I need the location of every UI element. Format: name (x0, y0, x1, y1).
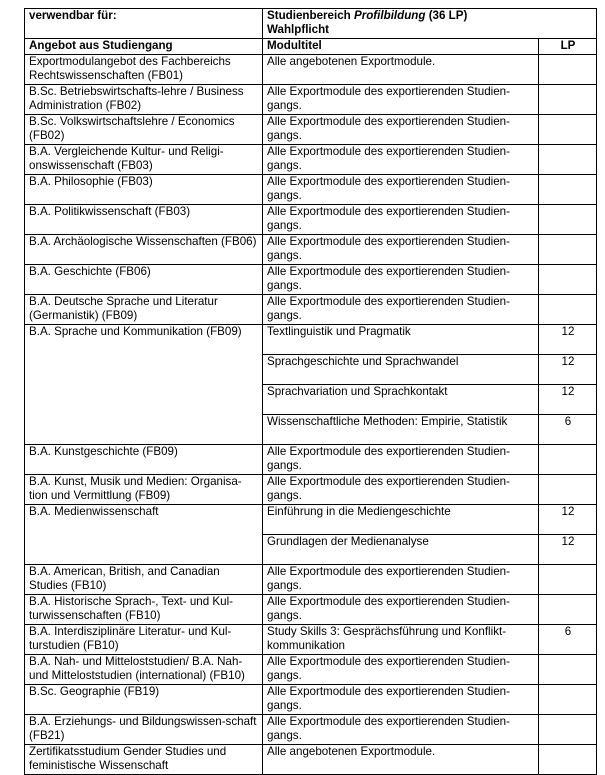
table-row (25, 205, 597, 235)
lp-cell (539, 295, 597, 325)
lp-cell (539, 145, 597, 175)
offer-cell: B.A. Historische Sprach-, Text- und Kul-turwissenschaften (FB10) (25, 595, 263, 625)
module-title-cell: Alle Exportmodule des exportierenden Studien-gangs. (263, 475, 539, 505)
offer-cell: B.A. Deutsche Sprache und Literatur (Germanistik) (FB09) (25, 295, 263, 325)
lp-cell (539, 175, 597, 205)
module-title-cell: Alle Exportmodule des exportierenden Studien-gangs. (263, 205, 539, 235)
lp-cell (539, 205, 597, 235)
lp-cell: 6 (539, 415, 597, 445)
table-row (25, 325, 597, 355)
profile-emphasis: Profilbildung (353, 9, 426, 22)
module-title-cell: Alle Exportmodule des exportierenden Studien-gangs. (263, 445, 539, 475)
lp-cell: 12 (539, 535, 597, 565)
offer-cell: B.A. American, British, and Canadian Studies (FB10) (25, 565, 263, 595)
column-header-module: Modultitel (263, 39, 539, 55)
lp-cell: 12 (539, 505, 597, 535)
module-title-cell: Wissenschaftliche Methoden: Empirie, Statistik (263, 415, 539, 445)
module-title-cell: Alle Exportmodule des exportierenden Studien-gangs. (263, 265, 539, 295)
offer-cell: Exportmodulangebot des Fachbereichs Rechtswissenschaften (FB01) (25, 55, 263, 85)
module-title-cell: Alle Exportmodule des exportierenden Studien-gangs. (263, 685, 539, 715)
offer-cell: B.A. Interdisziplinäre Literatur- und Kul-turstudien (FB10) (25, 625, 263, 655)
table-row (25, 55, 597, 85)
module-title-cell: Alle Exportmodule des exportierenden Studien-gangs. (263, 145, 539, 175)
lp-cell (539, 55, 597, 85)
lp-cell (539, 445, 597, 475)
lp-cell (539, 685, 597, 715)
table-row (25, 505, 597, 535)
offer-cell: B.A. Geschichte (FB06) (25, 265, 263, 295)
offer-cell: B.Sc. Geographie (FB19) (25, 685, 263, 715)
offer-cell: B.Sc. Volkswirtschaftslehre / Economics (FB02) (25, 115, 263, 145)
table-row (25, 85, 597, 115)
lp-cell: 6 (539, 625, 597, 655)
study-area-subtitle: Wahlpflicht (267, 23, 330, 36)
table-row (25, 565, 597, 595)
table-row (25, 625, 597, 655)
table-row (25, 175, 597, 205)
table-row (25, 235, 597, 265)
table-row (25, 145, 597, 175)
usable-for-label: verwendbar für: (25, 9, 263, 39)
module-table (24, 8, 597, 775)
module-title-cell: Alle Exportmodule des exportierenden Studien-gangs. (263, 295, 539, 325)
offer-cell: B.Sc. Betriebswirtschafts-lehre / Business Administration (FB02) (25, 85, 263, 115)
module-title-cell: Alle Exportmodule des exportierenden Studien-gangs. (263, 655, 539, 685)
lp-cell (539, 115, 597, 145)
offer-cell: B.A. Sprache und Kommunikation (FB09) (25, 325, 263, 445)
module-title-cell: Alle Exportmodule des exportierenden Studien-gangs. (263, 175, 539, 205)
module-title-cell: Alle Exportmodule des exportierenden Studien-gangs. (263, 595, 539, 625)
module-title-cell: Alle Exportmodule des exportierenden Studien-gangs. (263, 235, 539, 265)
lp-cell (539, 475, 597, 505)
lp-cell (539, 565, 597, 595)
module-title-cell: Alle Exportmodule des exportierenden Studien-gangs. (263, 565, 539, 595)
offer-cell: B.A. Kunstgeschichte (FB09) (25, 445, 263, 475)
lp-cell (539, 595, 597, 625)
column-header-lp: LP (539, 39, 597, 55)
offer-cell: B.A. Vergleichende Kultur- und Religi-onswissenschaft (FB03) (25, 145, 263, 175)
offer-cell: B.A. Philosophie (FB03) (25, 175, 263, 205)
lp-cell: 12 (539, 325, 597, 355)
table-row (25, 745, 597, 775)
lp-cell (539, 265, 597, 295)
table-row (25, 655, 597, 685)
module-title-cell: Einführung in die Mediengeschichte (263, 505, 539, 535)
study-area-title: Studienbereich Profilbildung (36 LP) Wahlpflicht (263, 9, 597, 39)
table-row (25, 475, 597, 505)
module-title-cell: Alle angebotenen Exportmodule. (263, 745, 539, 775)
lp-cell (539, 715, 597, 745)
table-title-row (25, 9, 597, 39)
module-title-cell: Alle angebotenen Exportmodule. (263, 55, 539, 85)
module-title-cell: Study Skills 3: Gesprächsführung und Konflikt-kommunikation (263, 625, 539, 655)
column-header-offer: Angebot aus Studiengang (25, 39, 263, 55)
table-row (25, 115, 597, 145)
table-row (25, 715, 597, 745)
lp-cell (539, 655, 597, 685)
lp-cell (539, 85, 597, 115)
table-row (25, 595, 597, 625)
module-title-cell: Sprachvariation und Sprachkontakt (263, 385, 539, 415)
column-header-row (25, 39, 597, 55)
module-title-cell: Alle Exportmodule des exportierenden Studien-gangs. (263, 115, 539, 145)
module-title-cell: Alle Exportmodule des exportierenden Studien-gangs. (263, 715, 539, 745)
offer-cell: B.A. Archäologische Wissenschaften (FB06) (25, 235, 263, 265)
module-title-cell: Grundlagen der Medienanalyse (263, 535, 539, 565)
lp-cell: 12 (539, 355, 597, 385)
lp-cell: 12 (539, 385, 597, 415)
module-title-cell: Sprachgeschichte und Sprachwandel (263, 355, 539, 385)
lp-cell (539, 235, 597, 265)
table-row (25, 265, 597, 295)
offer-cell: B.A. Kunst, Musik und Medien: Organisa-tion und Vermittlung (FB09) (25, 475, 263, 505)
offer-cell: B.A. Medienwissenschaft (25, 505, 263, 565)
offer-cell: Zertifikatsstudium Gender Studies und feministische Wissenschaft (25, 745, 263, 775)
module-title-cell: Textlinguistik und Pragmatik (263, 325, 539, 355)
offer-cell: B.A. Nah- und Mitteloststudien/ B.A. Nah- und Mitteloststudien (international) (FB10) (25, 655, 263, 685)
offer-cell: B.A. Politikwissenschaft (FB03) (25, 205, 263, 235)
table-row (25, 445, 597, 475)
module-title-cell: Alle Exportmodule des exportierenden Studien-gangs. (263, 85, 539, 115)
table-row (25, 685, 597, 715)
offer-cell: B.A. Erziehungs- und Bildungswissen-schaft (FB21) (25, 715, 263, 745)
table-row (25, 295, 597, 325)
lp-cell (539, 745, 597, 775)
export-module-table-page (24, 8, 596, 775)
